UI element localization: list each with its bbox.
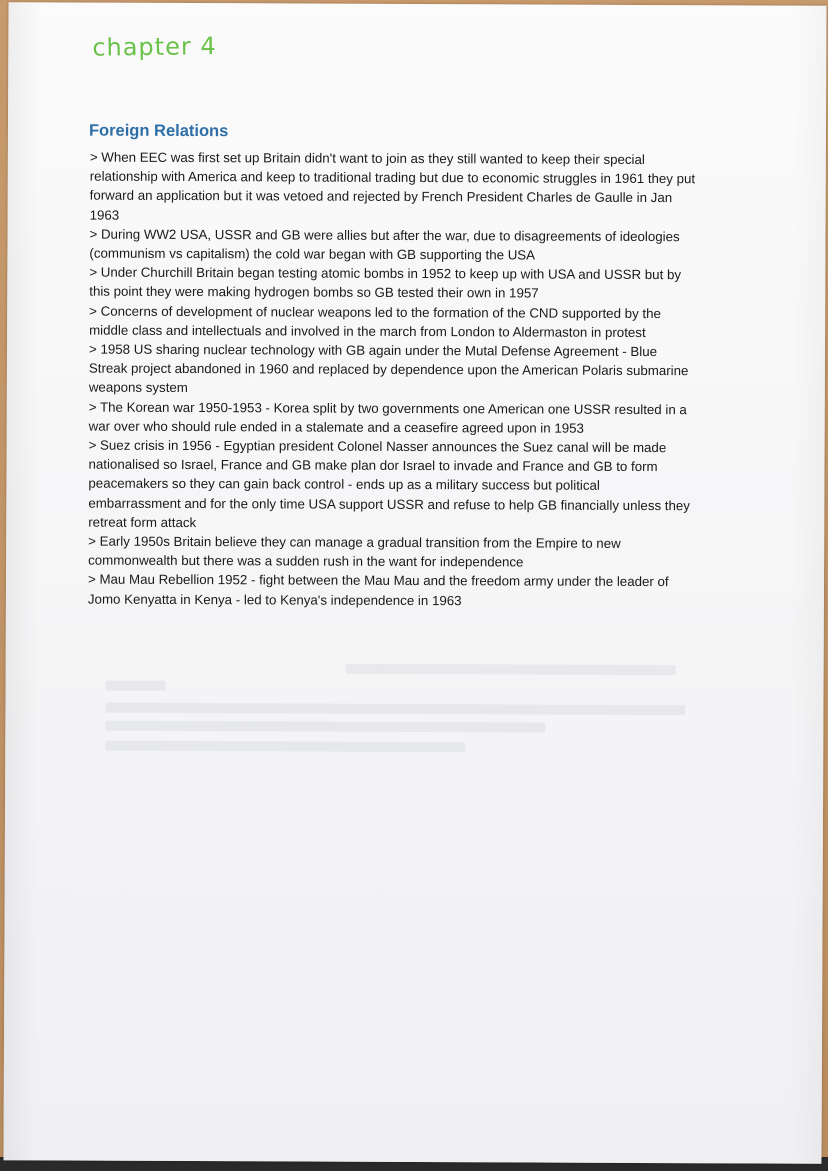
note-item: > Early 1950s Britain believe they can manage a gradual transition from the Empire to new commonwealth but there was a sudden rush in the want for independence [88, 533, 621, 570]
chapter-heading: chapter 4 [92, 32, 217, 62]
note-item: > Concerns of development of nuclear weapons led to the formation of the CND supported by the middle class and intellectuals and involved in the march from London to Aldermaston in protest [89, 303, 661, 340]
show-through-text [105, 741, 465, 753]
note-item: > Under Churchill Britain began testing atomic bombs in 1952 to keep up with USA and USSR but by this point they were making hydrogen bombs so GB tested their own in 1957 [89, 264, 682, 301]
paper-page [3, 2, 826, 1164]
show-through-text [105, 721, 545, 733]
show-through-text [346, 664, 676, 675]
section-title: Foreign Relations [88, 121, 229, 141]
show-through-text [105, 703, 685, 716]
note-item: > During WW2 USA, USSR and GB were allies but after the war, due to disagreements of ideologies (communism vs capitalism) the cold war began with GB supporting the USA [89, 226, 680, 263]
note-item: > Mau Mau Rebellion 1952 - fight between the Mau Mau and the freedom army under the leader of Jomo Kenyatta in Kenya - led to Kenya's independence in 1963 [87, 572, 669, 608]
note-item: > When EEC was first set up Britain didn't want to join as they still wanted to keep their special relationship with America and keep to traditional trading but due to economic struggles in 1961 they put forward an application but it was vetoed and rejected by French President Charles de Gaulle in Jan 1963 [89, 149, 696, 223]
note-item: > The Korean war 1950-1953 - Korea split by two governments one American one USSR resulted in a war over who should rule ended in a stalemate and a ceasefire agreed upon in 1953 [88, 399, 687, 436]
note-item: > Suez crisis in 1956 - Egyptian president Colonel Nasser announces the Suez canal will be made nationalised so Israel, France and GB make plan dor Israel to invade and France and GB to form peacemakers so they can gain back control - ends up as a military success but political embarrassment and for the only time USA support USSR and refuse to help GB financially unless they retreat form attack [88, 437, 690, 530]
notes-list [88, 148, 696, 612]
note-item: > 1958 US sharing nuclear technology with GB again under the Mutal Defense Agreement - Blue Streak project abandoned in 1960 and replaced by dependence upon the American Polaris submarine weapons system [88, 341, 689, 396]
show-through-text [106, 681, 166, 691]
